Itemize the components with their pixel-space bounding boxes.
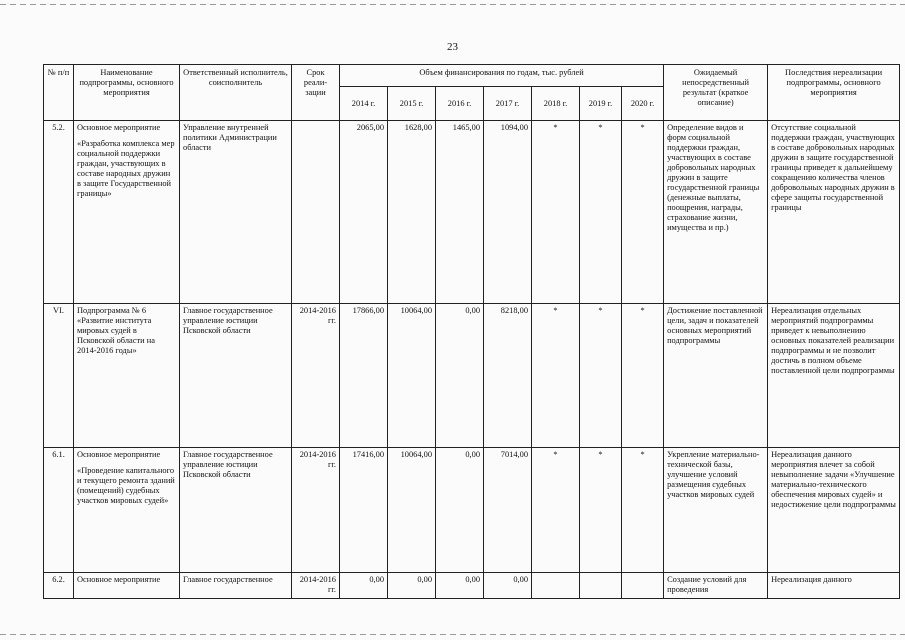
row-name-title: Подпрограмма № 6 «Развитие института мировых судей в Псковской области на 2014-2016 годы» (77, 306, 155, 355)
row-executor: Управление внутренней политики Администрации области (180, 121, 292, 304)
row-consequence: Нереализация отдельных мероприятий подпрограммы приведет к невыполнению основных показателей реализации подпрограммы и не позволит достичь в полном объеме поставленной цели подпрограммы (768, 304, 900, 448)
row-name-title: Основное мероприятие (77, 575, 161, 584)
row-value-2016: 1465,00 (436, 121, 484, 304)
row-term: 2014-2016 гг. (292, 304, 340, 448)
header-term: Срок реали-зации (292, 65, 340, 121)
row-value-2017: 1094,00 (484, 121, 532, 304)
row-consequence: Отсутствие социальной поддержки граждан, участвующих в составе добровольных народных дружин в защите государственной границы приведет к дальнейшему сокращению количества членов добровольных народных дружин в сфере защиты государственной границы (768, 121, 900, 304)
row-value-2017: 7014,00 (484, 448, 532, 573)
row-result: Укрепление материально-технической базы, улучшение условий размещения судебных участков мировых судей (664, 448, 768, 573)
row-number: VI. (44, 304, 74, 448)
header-result: Ожидаемый непосредственный результат (краткое описание) (664, 65, 768, 121)
row-value-2015: 0,00 (388, 573, 436, 599)
program-table (43, 64, 900, 599)
header-year-2018: 2018 г. (532, 87, 580, 121)
row-value-2015: 10064,00 (388, 304, 436, 448)
header-year-2016: 2016 г. (436, 87, 484, 121)
header-row (44, 65, 900, 87)
row-name-detail: «Разработка комплекса мер социальной поддержки граждан, участвующих в составе народных дружин в защите Государственной границы» (77, 139, 175, 198)
row-executor: Главное государственное управление юстиции Псковской области (180, 304, 292, 448)
row-value-2020: * (622, 448, 664, 573)
row-value-2019: * (580, 448, 622, 573)
row-term (292, 121, 340, 304)
row-value-2014: 0,00 (340, 573, 388, 599)
table-row (44, 573, 900, 599)
header-no: № п/п (44, 65, 74, 121)
row-term: 2014-2016 гг. (292, 573, 340, 599)
row-value-2018 (532, 573, 580, 599)
row-name-detail: «Проведение капитального и текущего ремонта зданий (помещений) судебных участков мировых судей» (77, 466, 175, 505)
row-value-2017: 0,00 (484, 573, 532, 599)
row-value-2018: * (532, 121, 580, 304)
scan-bottom-edge (0, 634, 905, 635)
row-value-2019: * (580, 121, 622, 304)
row-term: 2014-2016 гг. (292, 448, 340, 573)
row-number: 6.1. (44, 448, 74, 573)
table-row (44, 121, 900, 304)
page-number: 23 (447, 41, 458, 53)
row-value-2015: 1628,00 (388, 121, 436, 304)
row-number: 6.2. (44, 573, 74, 599)
row-value-2016: 0,00 (436, 304, 484, 448)
row-name-title: Основное мероприятие (77, 450, 161, 459)
row-value-2018: * (532, 304, 580, 448)
row-executor: Главное государственное (180, 573, 292, 599)
table-row (44, 448, 900, 573)
table-row (44, 304, 900, 448)
row-value-2016: 0,00 (436, 573, 484, 599)
row-executor: Главное государственное управление юстиции Псковской области (180, 448, 292, 573)
row-name-title: Основное мероприятие (77, 123, 161, 132)
header-year-2015: 2015 г. (388, 87, 436, 121)
header-executor: Ответственный исполнитель, соисполнитель (180, 65, 292, 121)
row-result: Определение видов и форм социальной поддержки граждан, участвующих в составе добровольных народных дружин в защите государственной границы (денежные выплаты, поощрения, награды, страхование жизни, имущества и пр.) (664, 121, 768, 304)
header-year-2014: 2014 г. (340, 87, 388, 121)
row-value-2020: * (622, 121, 664, 304)
row-name (74, 448, 180, 573)
row-result: Создание условий для проведения (664, 573, 768, 599)
row-value-2014: 17866,00 (340, 304, 388, 448)
header-year-2020: 2020 г. (622, 87, 664, 121)
row-value-2014: 2065,00 (340, 121, 388, 304)
row-value-2020 (622, 573, 664, 599)
header-year-2019: 2019 г. (580, 87, 622, 121)
row-value-2017: 8218,00 (484, 304, 532, 448)
row-name (74, 304, 180, 448)
row-value-2019: * (580, 304, 622, 448)
row-name (74, 121, 180, 304)
row-consequence: Нереализация данного мероприятия влечет за собой невыполнение задачи «Улучшение материально-технического обеспечения мировых судей» и недостижение цели подпрограммы (768, 448, 900, 573)
row-value-2019 (580, 573, 622, 599)
header-name: Наименование подпрограммы, основного мероприятия (74, 65, 180, 121)
row-value-2014: 17416,00 (340, 448, 388, 573)
header-consequence: Последствия нереализации подпрограммы, основного мероприятия (768, 65, 900, 121)
row-number: 5.2. (44, 121, 74, 304)
row-value-2018: * (532, 448, 580, 573)
header-finance: Объем финансирования по годам, тыс. рублей (340, 65, 664, 87)
row-consequence: Нереализация данного (768, 573, 900, 599)
scan-top-edge (0, 4, 905, 5)
row-value-2015: 10064,00 (388, 448, 436, 573)
row-result: Достижение поставленной цели, задач и показателей основных мероприятий подпрограммы (664, 304, 768, 448)
header-year-2017: 2017 г. (484, 87, 532, 121)
row-value-2020: * (622, 304, 664, 448)
row-name (74, 573, 180, 599)
row-value-2016: 0,00 (436, 448, 484, 573)
